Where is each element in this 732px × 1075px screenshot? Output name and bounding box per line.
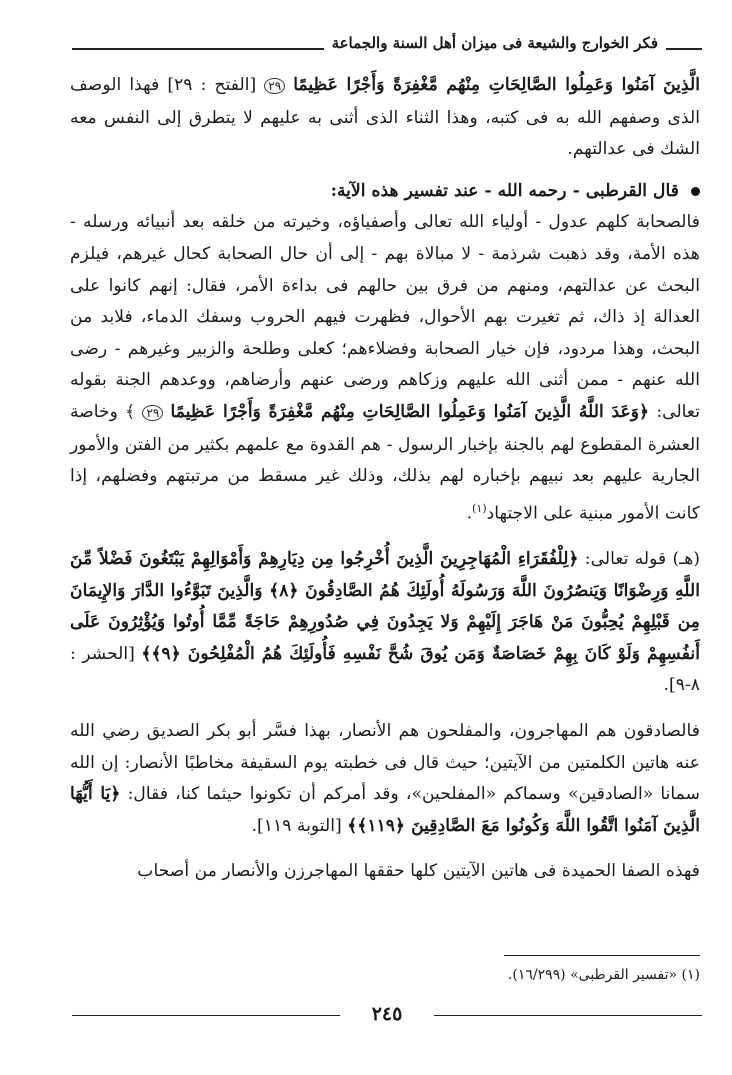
quran-verse: الَّذِينَ آمَنُوا وَعَمِلُوا الصَّالِحَاتِ مِنْهُم مَّغْفِرَةً وَأَجْرًا عَظِيمًا <box>293 75 700 95</box>
heading-text: قال القرطبى - رحمه الله - عند تفسير هذه الآية: <box>330 180 680 201</box>
paragraph-5: فهذه الصفا الحميدة فى هاتين الآيتين كلها حققها المهاجرزن والأنصار من أصحاب <box>137 861 700 882</box>
paragraph-text: فالصحابة كلهم عدول - أولياء الله تعالى وأصفياؤه، وخيرته من خلقه بعد أنبيائه ورسله - هذه الأمة، وقد ذهبت شرذمة - لا مبالاة بهم - إلى أن حال الصحابة كحال غيرهم، فيلزم البحث عن عدالتهم، ومنهم من فرق بين حالهم فى بداءة الأمر، فقال: إنهم كانوا على العدالة إذ ذاك، ثم تغيرت بهم الأحوال، فظهرت فيهم الحروب وسفك الدماء، فلابد من البحث، وهذا مردود، فإن خيار الصحابة وفضلاءهم؛ كعلى وطلحة والزبير وغيرهم - رضى الله عنهم - ممن أثنى الله عليهم وزكاهم ورضى عنهم وأرضاهم، ووعدهم الجنة بقوله تعالى: <box>70 212 700 422</box>
section-heading <box>70 176 700 208</box>
quran-verse: ﴿يَا أَيُّهَا الَّذِينَ آمَنُوا اتَّقُوا اللَّهَ وَكُونُوا مَعَ الصَّادِقِينَ ﴿١١٩﴾﴾ <box>70 784 700 836</box>
page-footer <box>72 1003 702 1027</box>
verse-reference: [التوبة ١١٩]. <box>251 815 342 836</box>
paragraph-gap <box>70 702 700 716</box>
page-body <box>70 70 700 888</box>
paragraph-intro: (هـ) قوله تعالى: <box>584 549 700 570</box>
paragraph-3 <box>70 544 700 702</box>
page-number: ٢٤٥ <box>371 1003 403 1025</box>
paragraph-gap <box>70 530 700 544</box>
footnote-marker[interactable]: (١) <box>472 501 487 515</box>
footer-rule-left <box>72 1015 340 1016</box>
paragraph-1 <box>70 70 700 166</box>
verse-number: ٢٩ <box>142 405 163 421</box>
paragraph-text: [الفتح : ٢٩] فهذا الوصف الذى وصفهم الله به فى كتبه، وهذا الثناء الذى أثنى به عليهم لا يتطرق إلى النفس معه الشك فى عدالتهم. <box>70 75 700 160</box>
paragraph-text: ﴾ وخاصة العشرة المقطوع لهم بالجنة بإخبار الرسول - هم القدوة مع علمهم بكثير من الفتن والأمور الجارية عليهم بعد نبيهم بإخباره لهم بذلك، وذلك غير مسقط من مرتبتهم وفضلهم، إذا كانت الأمور مبنية على الاجتهاد <box>70 401 700 524</box>
paragraph-gap <box>70 842 700 856</box>
paragraph-text: فالصادقون هم المهاجرون، والمفلحون هم الأنصار، بهذا فسَّر أبو بكر الصديق رضي الله عنه هاتين الكلمتين من الآيتين؛ حيث قال فى خطبته يوم السقيفة مخاطبًا الأنصار: إن الله سمانا «الصادقين» وسماكم «المفلحين»، وقد أمركم أن تكونوا حيثما كنا، فقال: <box>70 721 700 805</box>
paragraph-4 <box>70 716 700 842</box>
footnote: (١) «تفسير القرطبى» (١٦/٢٩٩). <box>507 967 700 983</box>
quran-verse: ﴿لِلْفُقَرَاءِ الْمُهَاجِرِينَ الَّذِينَ أُخْرِجُوا مِن دِيَارِهِمْ وَأَمْوَالِهِمْ يَبْتَغُونَ فَضْلاً مِّنَ اللَّهِ وَرِضْوَانًا وَيَنصُرُونَ اللَّهَ وَرَسُولَهُ أُولَئِكَ هُمُ الصَّادِقُونَ ﴿٨﴾ وَالَّذِينَ تَبَوَّءُوا الدَّارَ وَالإِيمَانَ مِن قَبْلِهِمْ يُحِبُّونَ مَنْ هَاجَرَ إِلَيْهِمْ وَلا يَجِدُونَ فِي صُدُورِهِمْ حَاجَةً مِّمَّا أُوتُوا وَيُؤْثِرُونَ عَلَى أَنفُسِهِمْ وَلَوْ كَانَ بِهِمْ خَصَاصَةٌ وَمَن يُوقَ شُحَّ نَفْسِهِ فَأُولَئِكَ هُمُ الْمُفْلِحُونَ ﴿٩﴾﴾ <box>70 549 700 664</box>
bullet-icon <box>691 187 700 196</box>
verse-number: ٢٩ <box>264 78 285 94</box>
quran-verse: ﴿وَعَدَ اللَّهُ الَّذِينَ آمَنُوا وَعَمِلُوا الصَّالِحَاتِ مِنْهُم مَّغْفِرَةً وَأَجْرًا عَظِيمًا <box>170 401 650 422</box>
verse-reference: [الحشر : ٨-٩]. <box>70 643 700 696</box>
running-header <box>72 30 702 60</box>
paragraph-end: . <box>466 503 473 524</box>
paragraph-2 <box>70 207 700 530</box>
book-title: فكر الخوارج والشيعة فى ميزان أهل السنة والجماعة <box>324 34 666 52</box>
footer-rule-right <box>434 1015 702 1016</box>
footnote-rule <box>504 955 700 956</box>
